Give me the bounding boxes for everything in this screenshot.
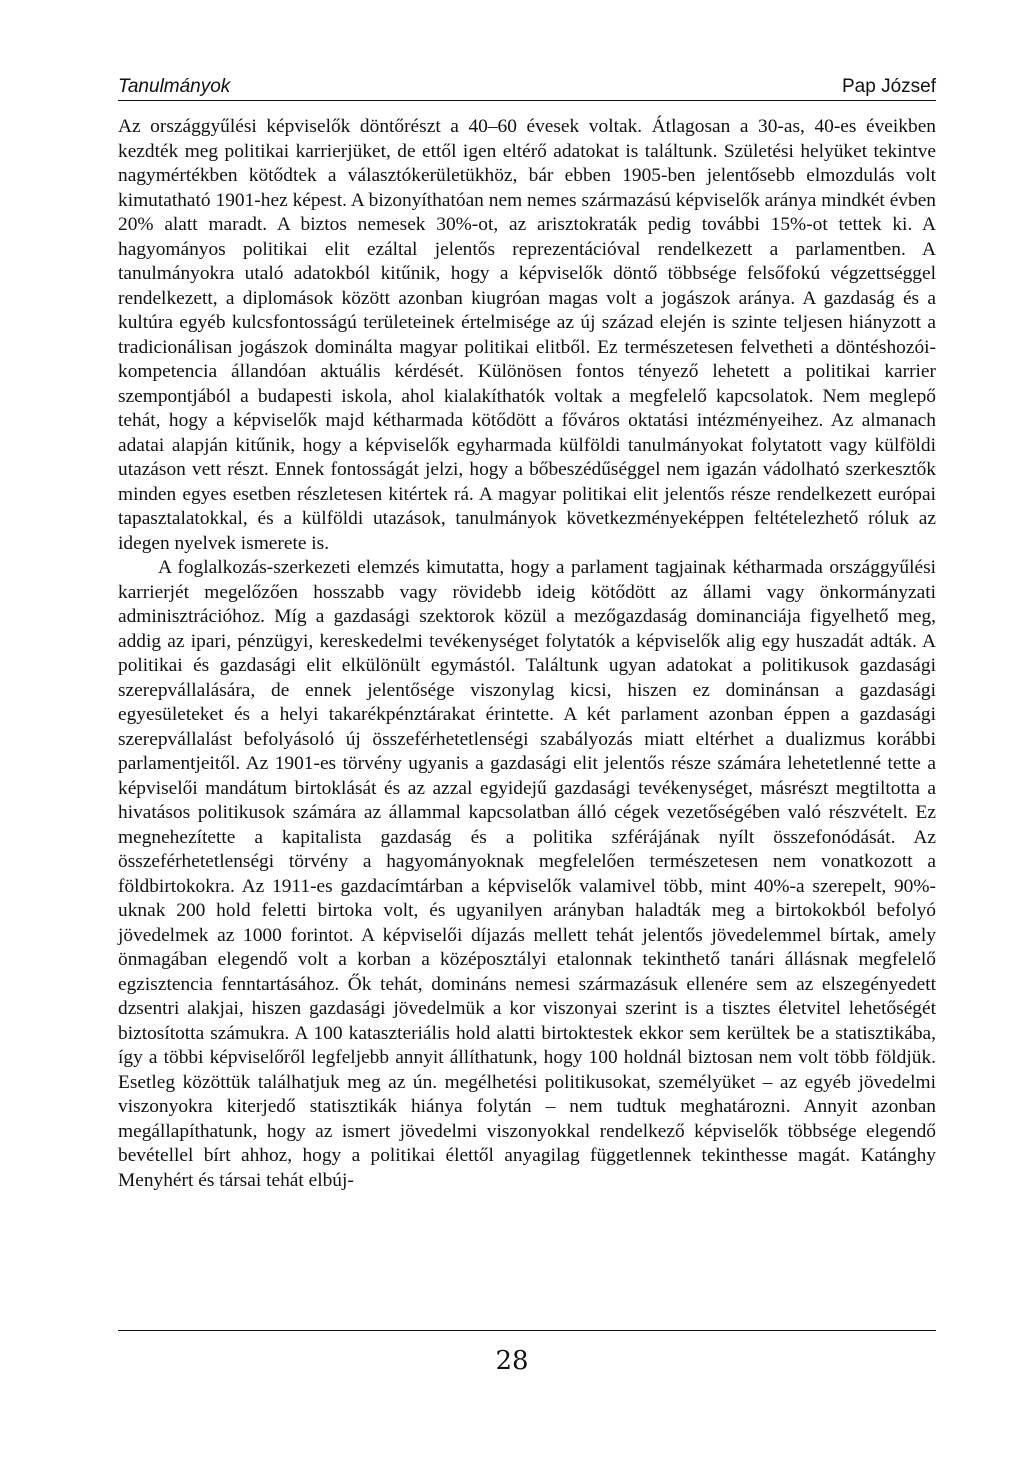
paragraph-2: A foglalkozás-szerkezeti elemzés kimutatta, hogy a parlament tagjainak kétharmada országgyűlési karrierjét megelőzően hosszabb vagy rövidebb ideig kötődött az állami vagy önkormányzati adminisztrációhoz. Míg a gazdasági szektorok közül a mezőgazdaság dominanciája figyelhető meg, addig az ipari, pénzügyi, kereskedelmi tevékenységet folytatók a képviselők alig egy huszadát adták. A politikai és gazdasági elit elkülönült egymástól. Találtunk ugyan adatokat a politikusok gazdasági szerepvállalására, de ennek jelentősége viszonylag kicsi, hiszen ez dominánsan a gazdasági egyesületeket és a helyi takarékpénztárakat érintette. A két parlament azonban éppen a gazdasági szerepvállalást befolyásoló új összeférhetetlenségi szabályozás miatt eltérhet a dualizmus korábbi parlamentjeitől. Az 1901-es törvény ugyanis a gazdasági elit jelentős része számára lehetetlenné tette a képviselői mandátum birtoklását és az azzal egyidejű gazdasági tevékenységet, másrészt megtiltotta a hivatásos politikusok számára az állammal kapcsolatban álló cégek vezetőségében való részvételt. Ez megnehezítette a kapitalista gazdaság és a politika szférájának nyílt összefonódását. Az összeférhetetlenségi törvény a hagyományoknak megfelelően természetesen nem vonatkozott a földbirtokokra. Az 1911-es gazdacímtárban a képviselők valamivel több, mint 40%-a szerepelt, 90%-uknak 200 hold feletti birtoka volt, és ugyanilyen arányban haladták meg a birtokokból befolyó jövedelmek az 1000 forintot. A képviselői díjazás mellett tehát jelentős jövedelemmel bírtak, amely önmagában elegendő volt a korban a középosztályi etalonnak tekinthető tanári állásnak megfelelő egzisztencia fenntartásához. Ők tehát, domináns nemesi származásuk ellenére sem az elszegényedett dzsentri alakjai, hiszen gazdasági jövedelmük a kor viszonyai szerint is a tisztes életvitel lehetőségét biztosította számukra. A 100 kataszteriális hold alatti birtoktestek ekkor sem kerültek be a statisztikába, így a többi képviselőről legfeljebb annyit állíthatunk, hogy 100 holdnál biztosan nem volt több földjük. Esetleg közöttük találhatjuk meg az ún. megélhetési politikusokat, személyüket – az egyéb jövedelmi viszonyokra kiterjedő statisztikák hiánya folytán – nem tudtuk meghatározni. Annyit azonban megállapíthatunk, hogy az ismert jövedelmi viszonyokkal rendelkező képviselők többsége elegendő bevétellel bírt ahhoz, hogy a politikai élettől anyagilag függetlennek tekinthesse magát. Katánghy Menyhért és társai tehát elbúj- <box>118 557 936 1191</box>
paragraph-1: Az országgyűlési képviselők döntőrészt a 40–60 évesek voltak. Átlagosan a 30-as, 40-es éveikben kezdték meg politikai karrierjüket, de ettől igen eltérő adatokat is találtunk. Születési helyüket tekintve nagymértékben kötődtek a választókerületükhöz, bár ebben 1905-ben jelentősebb elmozdulás volt kimutatható 1901-hez képest. A bizonyíthatóan nem nemes származású képviselők aránya mindkét évben 20% alatt maradt. A biztos nemesek 30%-ot, az arisztokraták pedig további 15%-ot tettek ki. A hagyományos politikai elit ezáltal jelentős reprezentációval rendelkezett a parlamentben. A tanulmányokra utaló adatokból kitűnik, hogy a képviselők döntő többsége felsőfokú végzettséggel rendelkezett, a diplomások között azonban kiugróan magas volt a jogászok aránya. A gazdaság és a kultúra egyéb kulcsfontosságú területeinek értelmisége az új század elején is szinte teljesen hiányzott a tradicionálisan jogászok dominálta magyar politikai elitből. Ez természetesen felvetheti a döntéshozói-kompetencia állandóan aktuális kérdését. Különösen fontos tényező lehetett a politikai karrier szempontjából a budapesti iskola, ahol kialakíthatók voltak a megfelelő kapcsolatok. Nem meglepő tehát, hogy a képviselők majd kétharmada kötődött a főváros oktatási intézményeihez. Az almanach adatai alapján kitűnik, hogy a képviselők egyharmada külföldi tanulmányokat folytatott vagy külföldi utazáson vett részt. Ennek fontosságát jelzi, hogy a bőbeszédűséggel nem igazán vádolható szerkesztők minden egyes esetben részletesen kitértek rá. A magyar politikai elit jelentős része rendelkezett európai tapasztalatokkal, és a külföldi utazások, tanulmányok következményeképpen feltételezhető róluk az idegen nyelvek ismerete is. <box>118 116 936 554</box>
article-body <box>118 115 936 1193</box>
section-title: Tanulmányok <box>118 76 231 97</box>
page-number: 28 <box>495 1346 529 1376</box>
running-header <box>118 70 936 101</box>
footer-rule <box>118 1330 936 1331</box>
page <box>118 70 936 1193</box>
author-name: Pap József <box>842 76 936 97</box>
